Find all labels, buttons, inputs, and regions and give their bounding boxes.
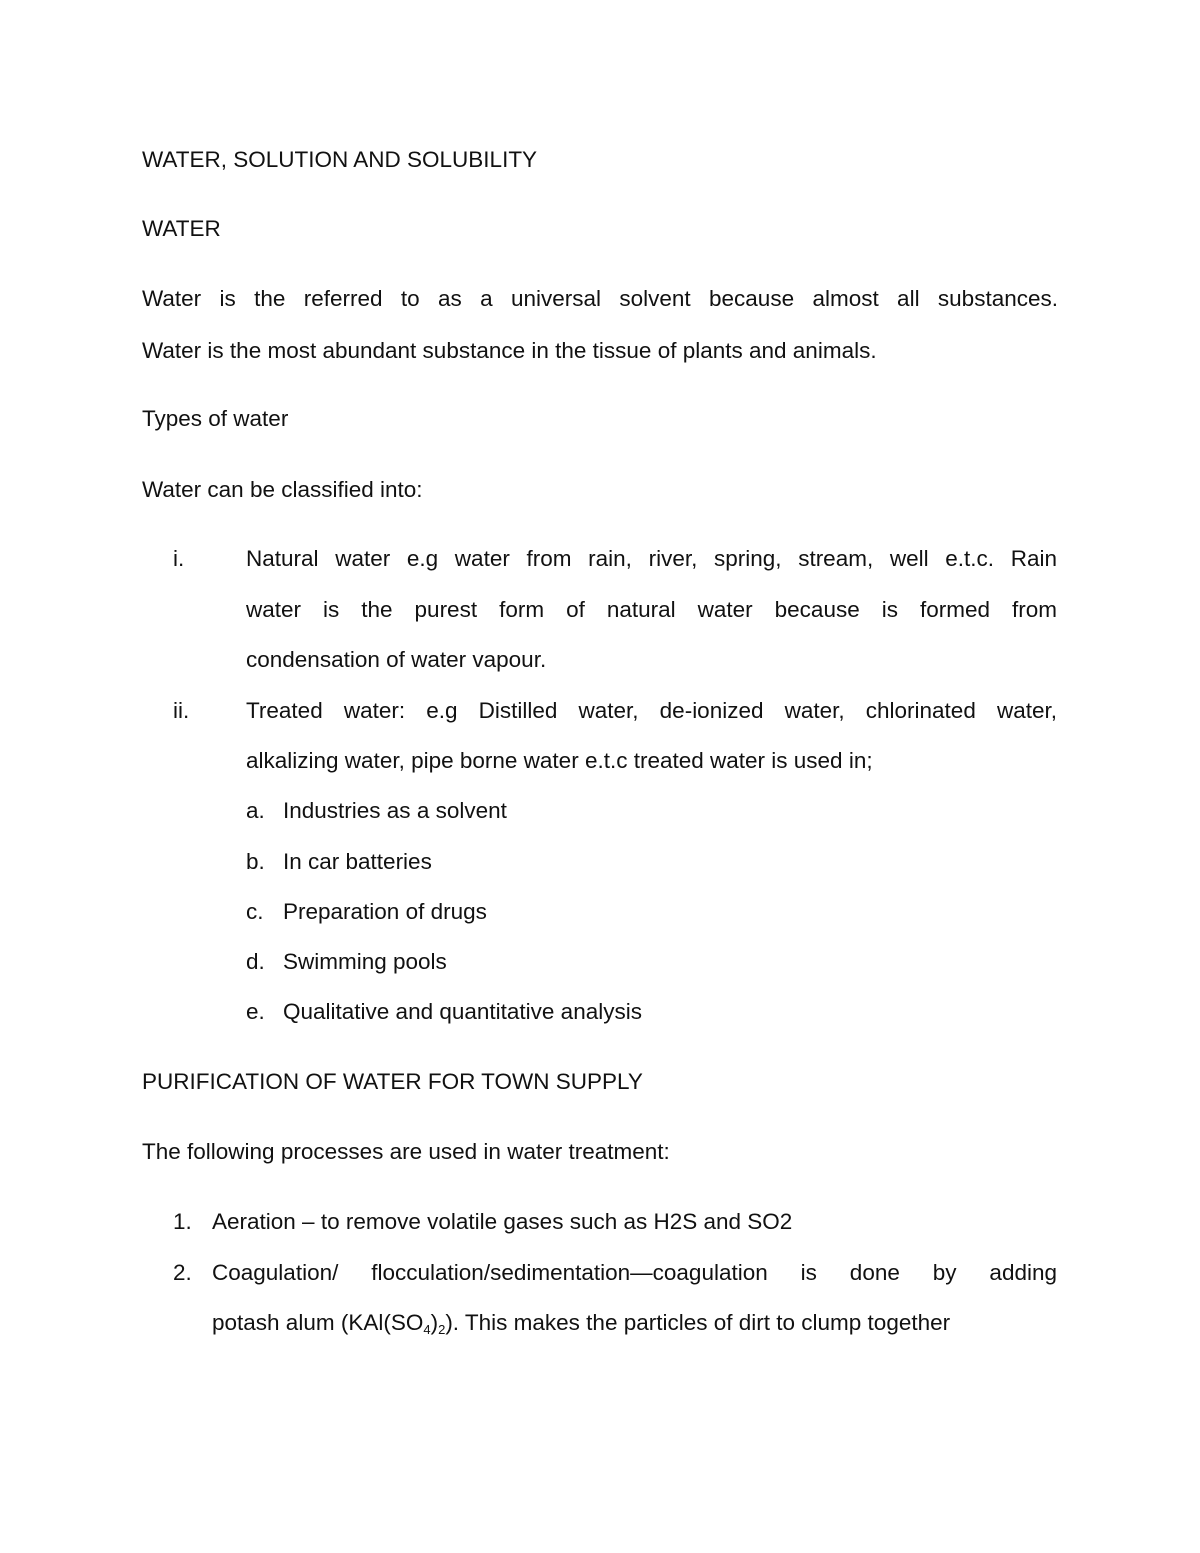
step-coagulation-line-1: Coagulation/ flocculation/sedimentation—coagulation is done by adding	[212, 1260, 1057, 1285]
formula-subscript-2: 2	[438, 1322, 446, 1337]
use-marker-a: a.	[246, 798, 265, 823]
use-marker-e: e.	[246, 999, 265, 1024]
use-item-industries: Industries as a solvent	[283, 798, 507, 823]
step-marker-1: 1.	[173, 1209, 192, 1234]
formula-mid: )	[430, 1310, 439, 1335]
use-item-drugs: Preparation of drugs	[283, 899, 487, 924]
natural-water-line-1: Natural water e.g water from rain, river, spring, stream, well e.t.c. Rain	[246, 546, 1057, 571]
step-marker-2: 2.	[173, 1260, 192, 1285]
treated-water-line-1: Treated water: e.g Distilled water, de-ionized water, chlorinated water,	[246, 698, 1057, 723]
formula-subscript-4: 4	[423, 1322, 431, 1337]
roman-marker-i: i.	[173, 546, 185, 571]
use-item-swimming-pools: Swimming pools	[283, 949, 447, 974]
natural-water-line-2: water is the purest form of natural water because is formed from	[246, 597, 1057, 622]
treated-water-line-2: alkalizing water, pipe borne water e.t.c treated water is used in;	[246, 748, 873, 773]
formula-suffix: ). This makes the particles of dirt to clump together	[445, 1310, 951, 1335]
step-aeration: Aeration – to remove volatile gases such as H2S and SO2	[212, 1209, 793, 1234]
step-coagulation-line-2	[212, 1308, 950, 1338]
use-marker-b: b.	[246, 849, 265, 874]
use-item-car-batteries: In car batteries	[283, 849, 432, 874]
types-intro: Water can be classified into:	[142, 477, 423, 502]
document-title: WATER, SOLUTION AND SOLUBILITY	[142, 147, 538, 172]
roman-marker-ii: ii.	[173, 698, 190, 723]
use-item-analysis: Qualitative and quantitative analysis	[283, 999, 642, 1024]
formula-prefix: potash alum (KAl(SO	[212, 1310, 424, 1335]
use-marker-c: c.	[246, 899, 264, 924]
section-heading-types: Types of water	[142, 406, 289, 431]
natural-water-line-3: condensation of water vapour.	[246, 647, 547, 672]
purification-intro: The following processes are used in water treatment:	[142, 1139, 670, 1164]
water-paragraph-line-1: Water is the referred to as a universal solvent because almost all substances.	[142, 286, 1058, 311]
water-paragraph-line-2: Water is the most abundant substance in the tissue of plants and animals.	[142, 338, 877, 363]
use-marker-d: d.	[246, 949, 265, 974]
section-heading-water: WATER	[142, 216, 221, 241]
section-heading-purification: PURIFICATION OF WATER FOR TOWN SUPPLY	[142, 1069, 643, 1094]
